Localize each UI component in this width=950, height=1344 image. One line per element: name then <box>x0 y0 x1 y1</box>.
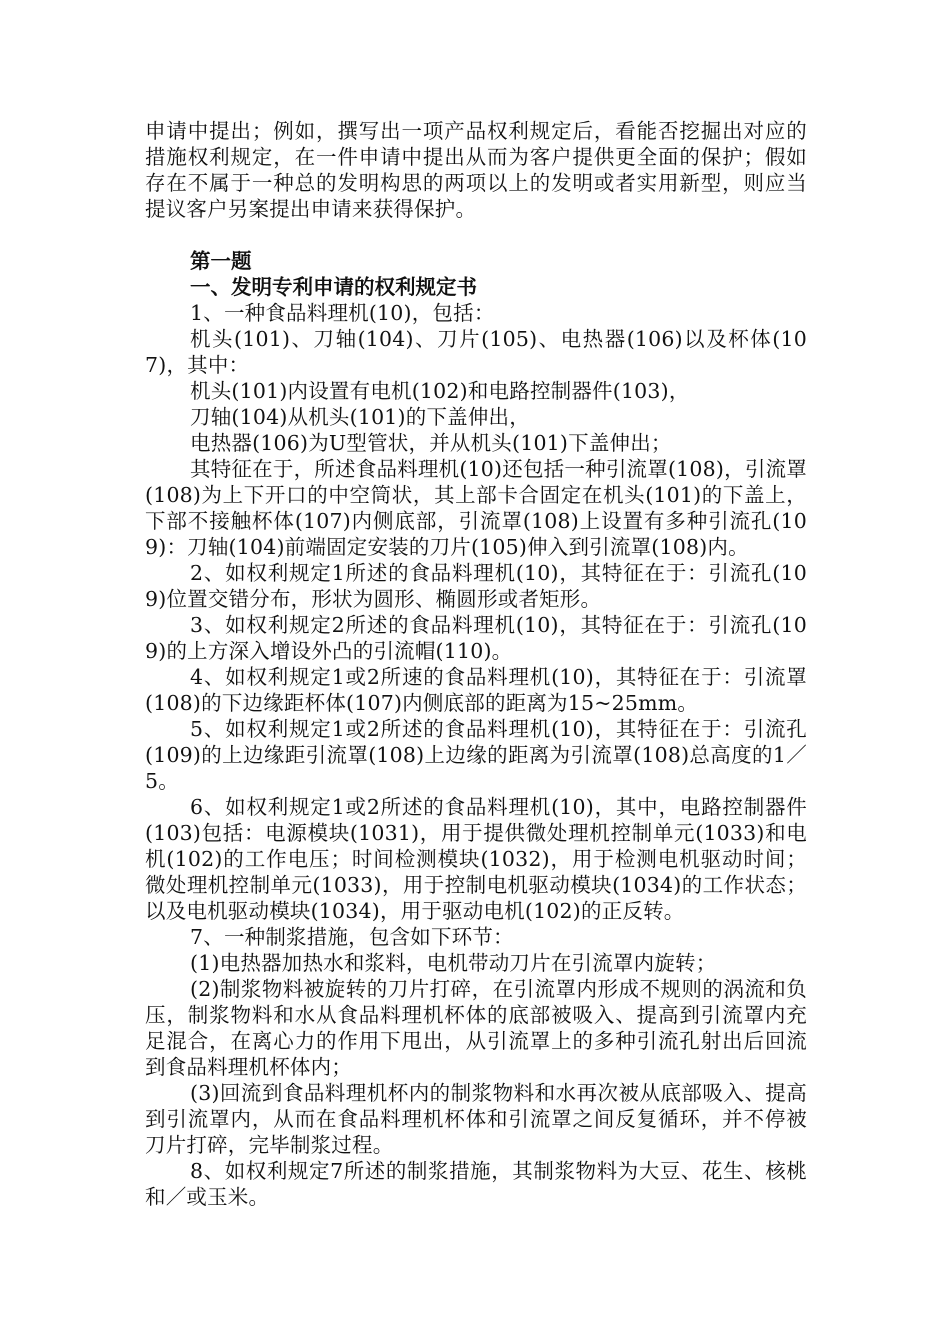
claim-7-step-1: (1)电热器加热水和浆料，电机带动刀片在引流罩内旋转； <box>190 951 717 975</box>
claim-1-head: 机头(101)内设置有电机(102)和电路控制器件(103)， <box>190 379 690 403</box>
claim-6: 6、如权利规定1或2所述的食品料理机(10)，其中，电路控制器件(103)包括：电源模块(1031)，用于提供微处理机控制单元(1033)和电机(102)的工作电压；时间检测模块(1032)，用于检测电机驱动时间；微处理机控制单元(1033)，用于控制电机驱动模块(1034)的工作状态；以及电机驱动模块(1034)，用于驱动电机(102)的正反转。 <box>145 795 807 923</box>
claim-1-shaft: 刀轴(104)从机头(101)的下盖伸出， <box>190 405 530 429</box>
claim-3: 3、如权利规定2所述的食品料理机(10)，其特征在于：引流孔(109)的上方深入增设外凸的引流帽(110)。 <box>145 613 807 663</box>
document-page <box>145 118 807 1210</box>
intro-paragraph: 申请中提出；例如，撰写出一项产品权利规定后，看能否挖掘出对应的措施权利规定，在一件申请中提出从而为客户提供更全面的保护；假如存在不属于一种总的发明构思的两项以上的发明或者实用新型，则应当提议客户另案提出申请来获得保护。 <box>145 119 807 221</box>
claim-1-feature: 其特征在于，所述食品料理机(10)还包括一种引流罩(108)，引流罩(108)为上下开口的中空筒状，其上部卡合固定在机头(101)的下盖上，下部不接触杯体(107)内侧底部，引流罩(108)上设置有多种引流孔(109)：刀轴(104)前端固定安装的刀片(105)伸入到引流罩(108)内。 <box>145 457 807 559</box>
claim-5: 5、如权利规定1或2所述的食品料理机(10)，其特征在于：引流孔(109)的上边缘距引流罩(108)上边缘的距离为引流罩(108)总高度的1／5。 <box>145 717 807 793</box>
claim-1-intro: 1、一种食品料理机(10)，包括： <box>190 301 495 325</box>
question-title: 第一题 <box>190 249 252 273</box>
claim-1-heater: 电热器(106)为U型管状，并从机头(101)下盖伸出； <box>190 431 672 455</box>
claim-4: 4、如权利规定1或2所速的食品料理机(10)，其特征在于：引流罩(108)的下边缘距杯体(107)内侧底部的距离为15~25mm。 <box>145 665 807 715</box>
claim-8: 8、如权利规定7所述的制浆措施，其制浆物料为大豆、花生、核桃和／或玉米。 <box>145 1159 807 1209</box>
section-title: 一、发明专利申请的权利规定书 <box>190 275 477 299</box>
claim-7-step-2: (2)制浆物料被旋转的刀片打碎，在引流罩内形成不规则的涡流和负压，制浆物料和水从食品料理机杯体的底部被吸入、提高到引流罩内充足混合，在离心力的作用下甩出，从引流罩上的多种引流孔射出后回流到食品料理机杯体内； <box>145 977 807 1079</box>
claim-7-step-3: (3)回流到食品料理机杯内的制浆物料和水再次被从底部吸入、提高到引流罩内，从而在食品料理机杯体和引流罩之间反复循环，并不停被刀片打碎，完毕制浆过程。 <box>145 1081 807 1157</box>
claim-7: 7、一种制浆措施，包含如下环节： <box>190 925 514 949</box>
claim-2: 2、如权利规定1所述的食品料理机(10)，其特征在于：引流孔(109)位置交错分布，形状为圆形、椭圆形或者矩形。 <box>145 561 807 611</box>
claim-1-components: 机头(101)、刀轴(104)、刀片(105)、电热器(106)以及杯体(107)，其中： <box>145 327 807 377</box>
